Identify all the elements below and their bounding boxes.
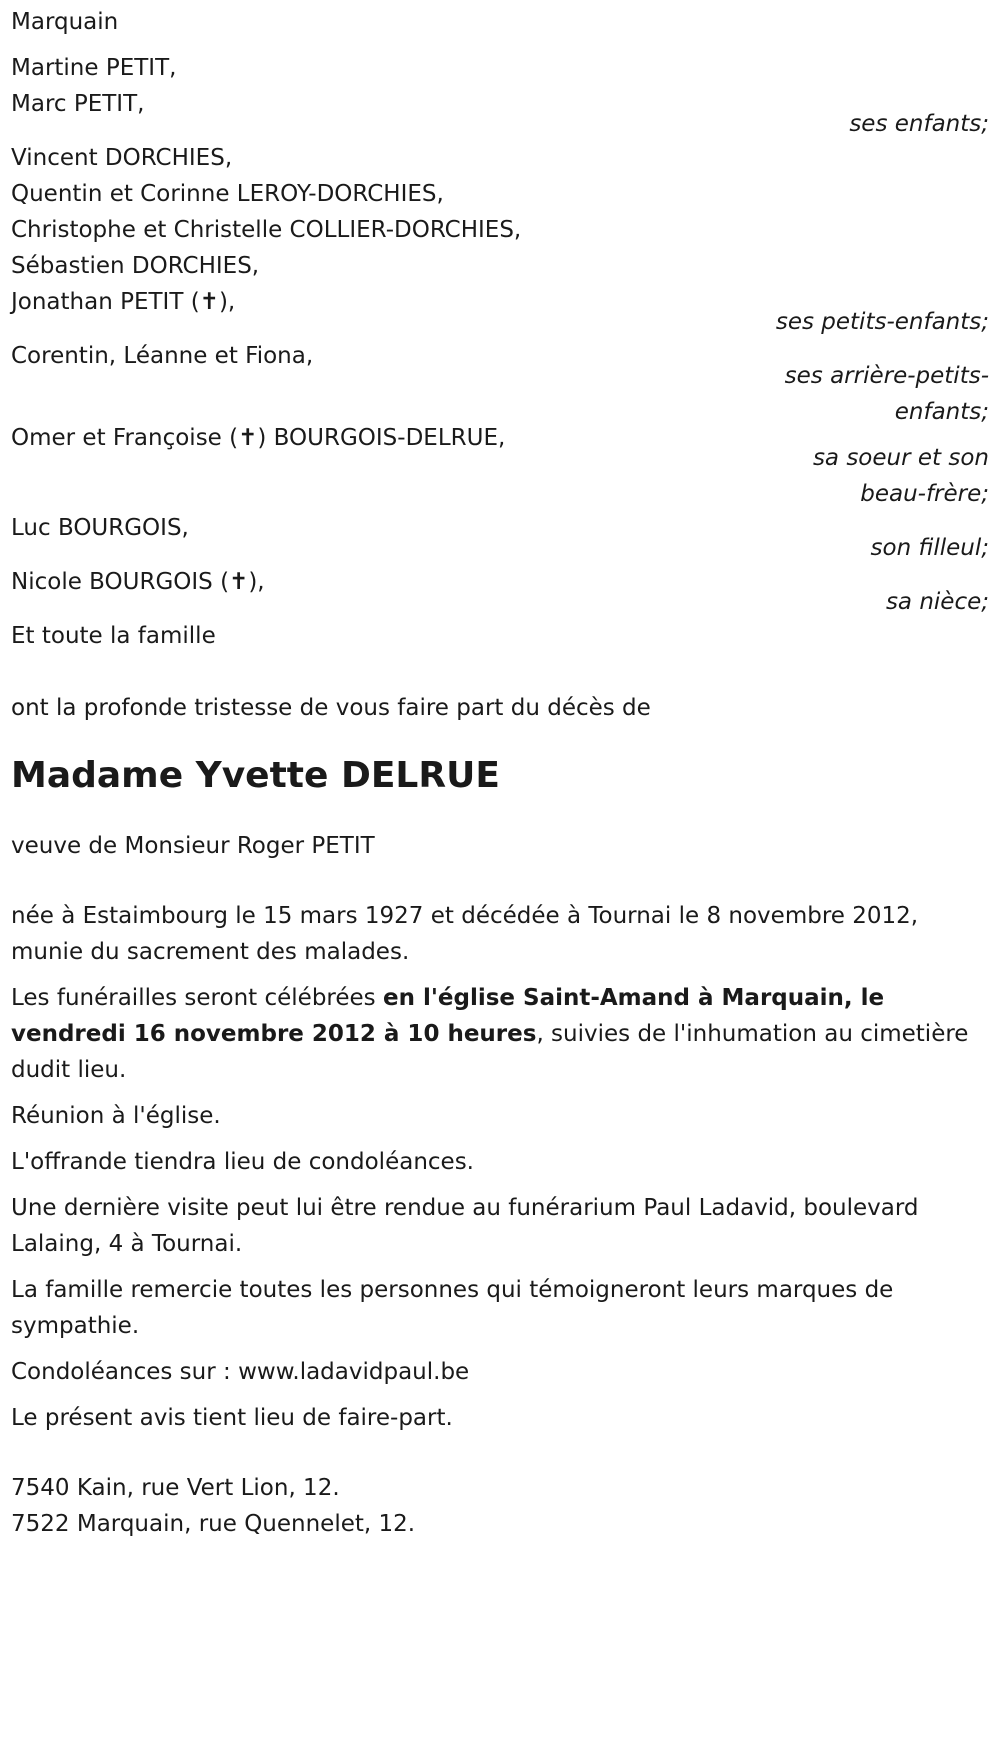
visit-text: Une dernière visite peut lui être rendue au funérarium Paul Ladavid, boulevard Lalaing, 4 à Tournai. [11, 1195, 919, 1257]
spacer [11, 654, 989, 690]
condolences-text: Condoléances sur : www.ladavidpaul.be [11, 1359, 470, 1385]
family-children [11, 50, 989, 142]
family-closing: Et toute la famille [11, 623, 216, 649]
family-great-grandchildren [11, 338, 989, 430]
family-name: Nicole BOURGOIS (✝), [11, 569, 265, 595]
address-line: 7522 Marquain, rue Quennelet, 12. [11, 1511, 416, 1537]
family-role: sa soeur et son beau-frère; [812, 445, 989, 507]
family-name: Luc BOURGOIS, [11, 515, 189, 541]
family-name: Jonathan PETIT (✝), [11, 289, 236, 315]
funeral-text [11, 980, 971, 1088]
family-grandchildren [11, 140, 989, 340]
funeral-suffix: , suivies de l'inhumation au cimetière dudit lieu. [11, 1021, 969, 1083]
family-role: ses arrière-petits-enfants; [784, 363, 989, 425]
family-name: Vincent DORCHIES, [11, 145, 233, 171]
announcement-text: ont la profonde tristesse de vous faire part du décès de [11, 695, 651, 721]
family-role: ses petits-enfants; [775, 309, 989, 335]
place-header: Marquain [11, 9, 119, 35]
notice-text: Le présent avis tient lieu de faire-part. [11, 1405, 453, 1431]
family-sister [11, 420, 989, 512]
obituary-content [11, 4, 989, 1542]
deceased-name: Madame Yvette DELRUE [11, 755, 500, 796]
address-line: 7540 Kain, rue Vert Lion, 12. [11, 1475, 340, 1501]
family-role: son filleul; [870, 535, 989, 561]
thanks-text: La famille remercie toutes les personnes qui témoigneront leurs marques de sympathie. [11, 1277, 894, 1339]
family-name: Marc PETIT, [11, 91, 145, 117]
offering-text: L'offrande tiendra lieu de condoléances. [11, 1149, 474, 1175]
family-niece [11, 564, 989, 620]
family-name: Sébastien DORCHIES, [11, 253, 260, 279]
meeting-text: Réunion à l'église. [11, 1103, 221, 1129]
family-name: Omer et Françoise (✝) BOURGOIS-DELRUE, [11, 425, 506, 451]
family-name: Martine PETIT, [11, 55, 177, 81]
family-name: Christophe et Christelle COLLIER-DORCHIES, [11, 217, 522, 243]
funeral-prefix: Les funérailles seront célébrées [11, 985, 383, 1011]
family-name: Quentin et Corinne LEROY-DORCHIES, [11, 181, 444, 207]
funeral-location-date: en l'église Saint-Amand à Marquain, le vendredi 16 novembre 2012 à 10 heures [11, 985, 885, 1047]
family-name: Corentin, Léanne et Fiona, [11, 343, 314, 369]
family-godson [11, 510, 989, 566]
spacer [11, 864, 989, 898]
widow-of-text: veuve de Monsieur Roger PETIT [11, 833, 375, 859]
family-role: ses enfants; [849, 111, 989, 137]
spacer [11, 1436, 989, 1470]
family-role: sa nièce; [885, 589, 989, 615]
birth-death-text: née à Estaimbourg le 15 mars 1927 et décédée à Tournai le 8 novembre 2012, munie du sacrement des malades. [11, 903, 919, 965]
